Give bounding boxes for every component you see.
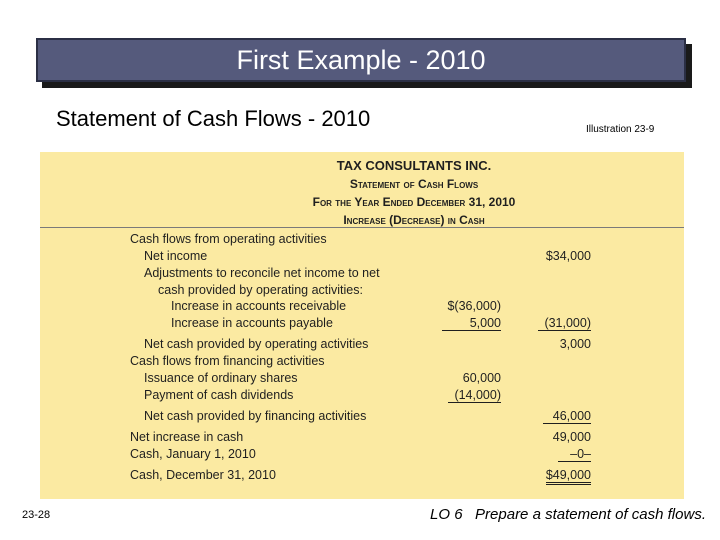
- illustration-label: Illustration 23-9: [586, 124, 655, 135]
- row-label: Increase in accounts receivable: [171, 299, 347, 313]
- statement-row: [40, 266, 684, 283]
- row-amount: 60,000: [462, 371, 501, 385]
- statement-row: [40, 447, 684, 464]
- statement-row: [40, 388, 684, 405]
- row-total: $49,000: [546, 468, 591, 485]
- row-label: Net income: [144, 249, 208, 263]
- row-label: Cash flows from operating activities: [130, 232, 327, 246]
- row-label: Cash, December 31, 2010: [130, 468, 276, 482]
- row-label: Net increase in cash: [130, 430, 244, 444]
- row-label: Issuance of ordinary shares: [144, 371, 298, 385]
- row-total: –0–: [558, 447, 591, 462]
- header-divider: [40, 227, 684, 228]
- row-label: Payment of cash dividends: [144, 388, 294, 402]
- statement-row: [40, 232, 684, 249]
- statement-row: [40, 283, 684, 300]
- statement-row: [40, 299, 684, 316]
- row-label: Increase in accounts payable: [171, 316, 333, 330]
- row-label: cash provided by operating activities:: [158, 283, 363, 297]
- row-label: Net cash provided by financing activities: [144, 409, 367, 423]
- statement-row: [40, 316, 684, 333]
- statement-basis: Increase (Decrease) in Cash: [343, 213, 485, 227]
- statement-row: [40, 249, 684, 266]
- row-total: 3,000: [559, 337, 591, 351]
- statement-name: Statement of Cash Flows: [349, 177, 479, 191]
- row-amount: $(36,000): [447, 299, 501, 313]
- row-label: Adjustments to reconcile net income to net: [144, 266, 380, 280]
- row-total: (31,000): [538, 316, 591, 331]
- row-label: Net cash provided by operating activities: [144, 337, 369, 351]
- slide-title-bar: [36, 38, 686, 82]
- statement-row: [40, 430, 684, 447]
- statement-row: [40, 468, 684, 485]
- row-label: Cash flows from financing activities: [130, 354, 325, 368]
- cash-flow-statement: [40, 152, 684, 499]
- statement-row: [40, 371, 684, 388]
- slide-number: 23-28: [22, 509, 51, 521]
- slide-subtitle: Statement of Cash Flows - 2010: [56, 106, 371, 131]
- statement-row: [40, 354, 684, 371]
- row-total: 46,000: [543, 409, 591, 424]
- statement-row: [40, 409, 684, 426]
- statement-header: [40, 157, 684, 229]
- statement-row: [40, 337, 684, 354]
- slide-title: First Example - 2010: [236, 44, 486, 75]
- statement-period: For the Year Ended December 31, 2010: [312, 195, 516, 209]
- learning-objective: LO 6 Prepare a statement of cash flows.: [430, 506, 706, 523]
- row-label: Cash, January 1, 2010: [130, 447, 256, 461]
- row-total: $34,000: [545, 249, 591, 263]
- row-total: 49,000: [552, 430, 591, 444]
- company-name: TAX CONSULTANTS INC.: [336, 158, 492, 173]
- row-amount: 5,000: [442, 316, 501, 331]
- row-amount: (14,000): [448, 388, 501, 403]
